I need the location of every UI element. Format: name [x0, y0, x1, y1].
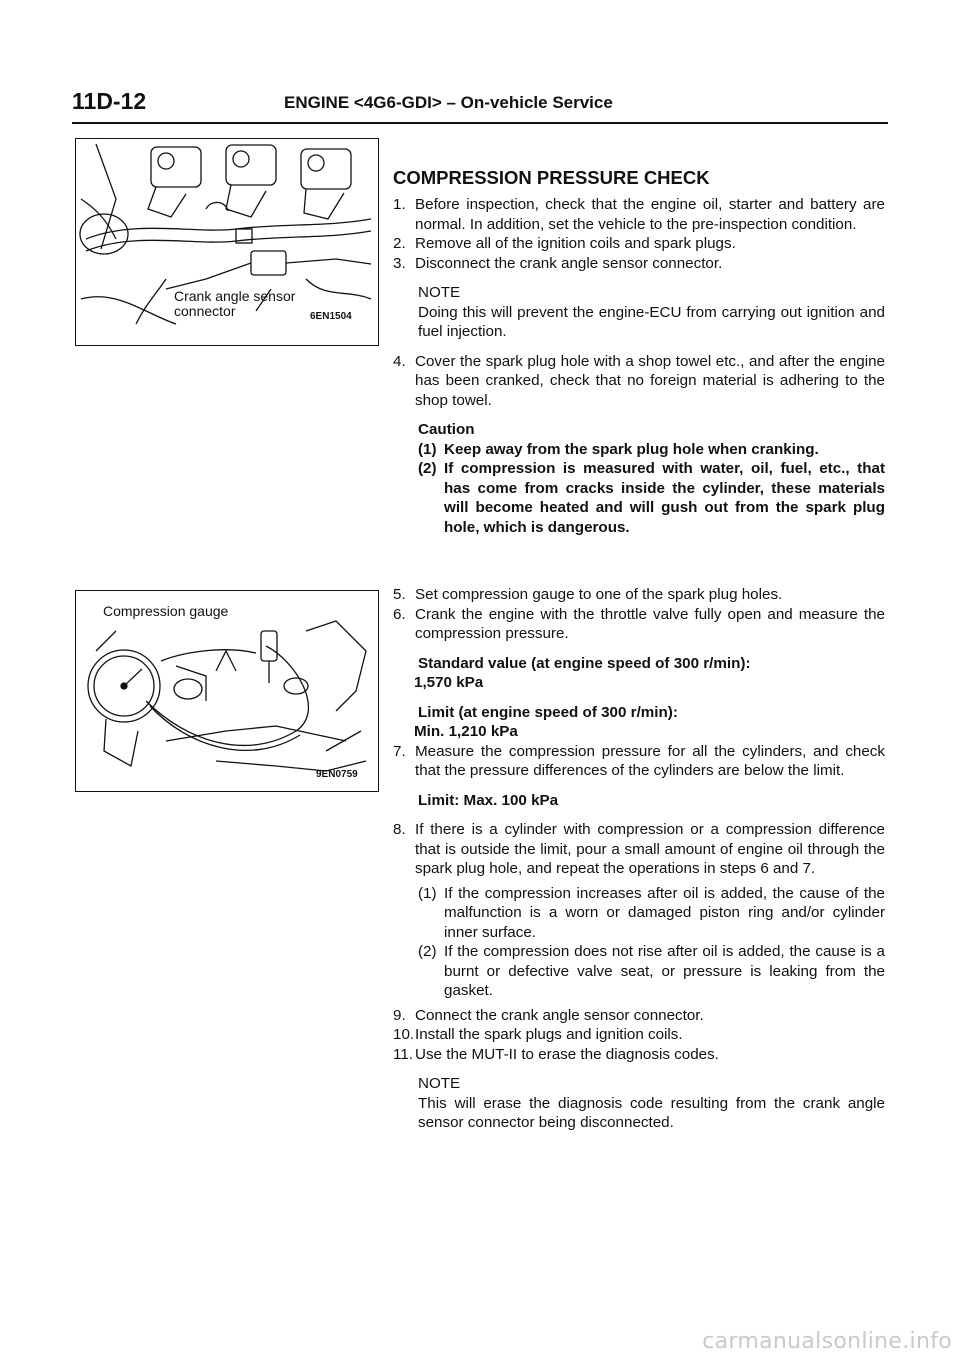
page-title: ENGINE <4G6-GDI> – On-vehicle Service — [284, 93, 613, 112]
limit-difference: Limit: Max. 100 kPa — [418, 791, 559, 809]
step-number: 7. — [393, 742, 406, 760]
step-text: Measure the compression pressure for all the cylinders, and check that the pressure differences of the cylinders are below the limit. — [415, 742, 885, 779]
sub-item-text: If the compression increases after oil is added, the cause of the malfunction is a worn or damaged piston ring and/or cylinder inner surface. — [444, 884, 885, 941]
caution-text: Keep away from the spark plug hole when cranking. — [444, 440, 819, 458]
list-item — [393, 352, 885, 411]
figure-code: 6EN1504 — [310, 311, 352, 322]
figure-label: Compression gauge — [103, 603, 229, 619]
step-number: 3. — [393, 254, 406, 272]
sub-item-number: (2) — [418, 943, 437, 960]
step-number: 5. — [393, 586, 406, 603]
note-label: NOTE — [418, 1075, 461, 1092]
step-text: If there is a cylinder with compression or a compression difference that is outside the limit, pour a small amount of engine oil through the spark plug hole, and repeat the operations in steps 6 and 7. — [415, 821, 885, 877]
compression-gauge-figure — [75, 590, 379, 792]
section-title: COMPRESSION PRESSURE CHECK — [393, 167, 710, 188]
standard-value: 1,570 kPa — [414, 674, 484, 691]
step-number: 9. — [393, 1006, 406, 1024]
procedure-part-1 — [393, 167, 885, 537]
list-item — [393, 195, 885, 234]
crank-angle-sensor-figure — [75, 138, 379, 346]
list-item — [393, 585, 885, 605]
note-text: This will erase the diagnosis code resulting from the crank angle sensor connector being disconnected. — [418, 1094, 885, 1131]
step-text: Remove all of the ignition coils and spark plugs. — [415, 235, 736, 252]
list-item — [393, 1045, 885, 1065]
step-text: Before inspection, check that the engine oil, starter and battery are normal. In addition, set the vehicle to the pre-inspection condition. — [415, 196, 885, 233]
procedure-part-2 — [393, 585, 885, 1133]
step-text: Connect the crank angle sensor connector. — [415, 1006, 704, 1024]
page-header — [72, 88, 888, 124]
step-text: Cover the spark plug hole with a shop towel etc., and after the engine has been cranked, check that no foreign material is adhering to the shop towel. — [415, 352, 885, 409]
step-text: Set compression gauge to one of the spark plug holes. — [415, 586, 783, 603]
step-number: 2. — [393, 235, 406, 252]
figure-label: connector — [174, 303, 236, 319]
step-number: 10. — [393, 1026, 415, 1043]
caution-item — [418, 440, 885, 460]
sub-item-text: If the compression does not rise after oil is added, the cause is a burnt or defective valve seat, or pressure is leaking from the gasket. — [444, 943, 885, 999]
limit-value: Min. 1,210 kPa — [414, 723, 518, 740]
figure-code: 9EN0759 — [316, 769, 358, 780]
list-item — [393, 820, 885, 879]
caution-label: Caution — [418, 421, 475, 438]
sub-item — [418, 884, 885, 943]
step-number: 4. — [393, 352, 406, 370]
compression-gauge-illustration — [76, 591, 378, 791]
list-item — [393, 605, 885, 644]
note-text: Doing this will prevent the engine-ECU from carrying out ignition and fuel injection. — [418, 303, 885, 340]
caution-number: (1) — [418, 440, 437, 458]
caution-text: If compression is measured with water, oil, fuel, etc., that has come from cracks inside the cylinder, these materials will become heated and will gush out from the spark plug hole, which is dangerous. — [444, 460, 885, 536]
step-text: Crank the engine with the throttle valve fully open and measure the compression pressure. — [415, 605, 885, 642]
caution-number: (2) — [418, 460, 437, 477]
watermark: carmanualsonline.info — [702, 1329, 952, 1354]
step-text: Install the spark plugs and ignition coils. — [415, 1026, 683, 1043]
step-text: Disconnect the crank angle sensor connector. — [415, 254, 723, 272]
list-item — [393, 254, 885, 274]
list-item — [393, 742, 885, 781]
sub-item-number: (1) — [418, 884, 437, 902]
standard-value-label: Standard value (at engine speed of 300 r/min): — [418, 654, 751, 672]
figure-label: Crank angle sensor — [174, 288, 296, 304]
page-number: 11D-12 — [72, 88, 147, 114]
list-item — [393, 1006, 885, 1026]
step-number: 11. — [393, 1045, 413, 1063]
list-item — [393, 1025, 885, 1045]
step-number: 1. — [393, 196, 406, 213]
step-text: Use the MUT-II to erase the diagnosis codes. — [415, 1045, 719, 1063]
sub-item — [418, 942, 885, 1001]
step-number: 6. — [393, 605, 406, 623]
step-number: 8. — [393, 821, 406, 838]
list-item — [393, 234, 885, 254]
caution-item — [418, 459, 885, 537]
note-label: NOTE — [418, 284, 461, 301]
limit-label: Limit (at engine speed of 300 r/min): — [418, 703, 678, 721]
